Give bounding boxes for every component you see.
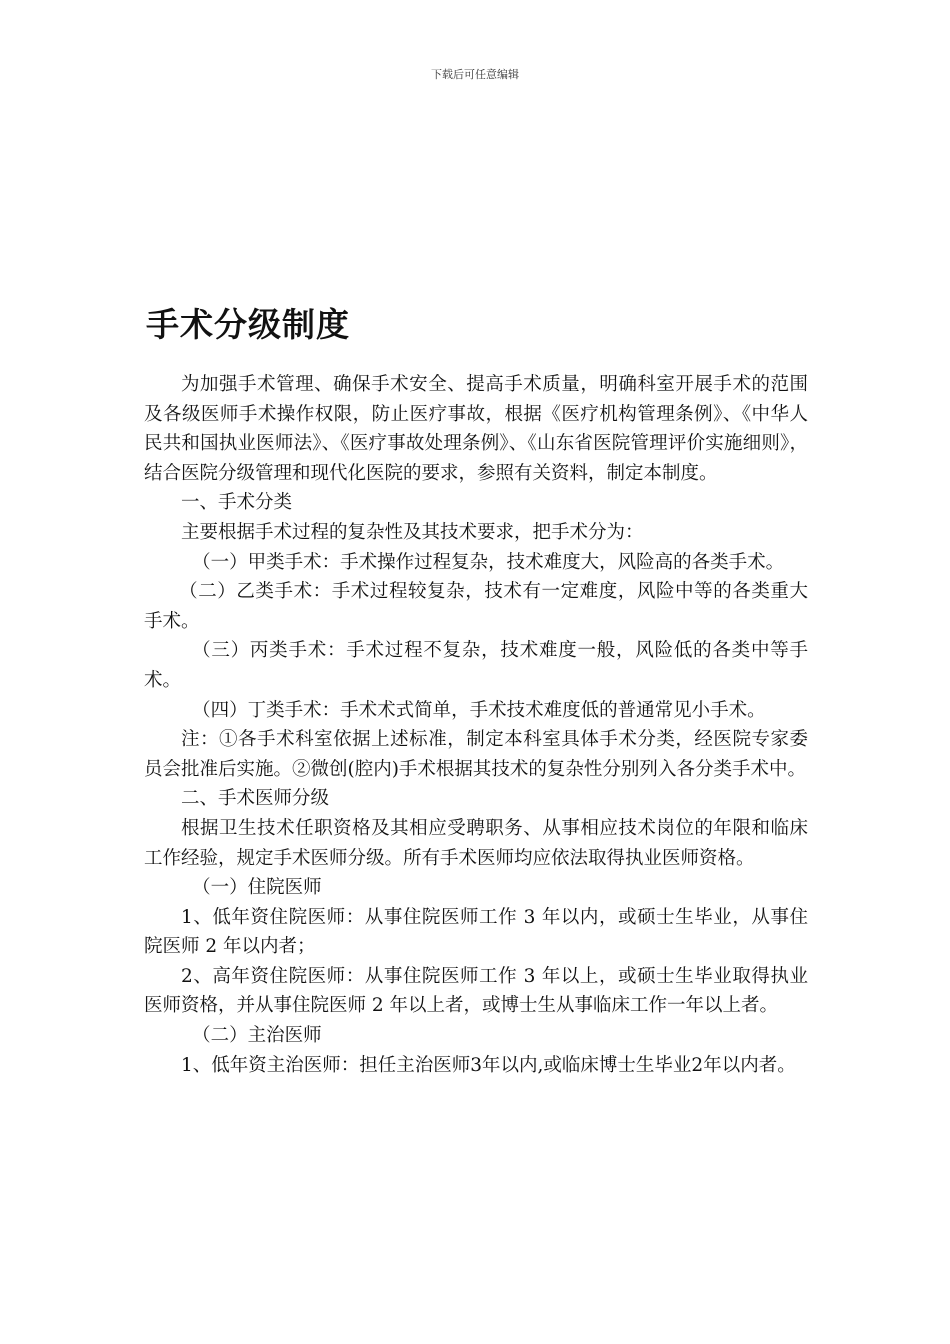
header-note: 下载后可任意编辑 xyxy=(431,68,519,81)
document-title: 手术分级制度 xyxy=(146,305,350,344)
classification-note-paragraph: 注：①各手术科室依据上述标准，制定本科室具体手术分类，经医院专家委员会批准后实施。②微创(腔内)手术根据其技术的复杂性分别列入各分类手术中。 xyxy=(144,729,808,780)
senior-resident-paragraph: 2、高年资住院医师：从事住院医师工作 3 年以上，或硕士生毕业取得执业医师资格，并从事住院医师 2 年以上者，或博士生从事临床工作一年以上者。 xyxy=(144,965,808,1017)
subheading-attending-physician: （二）主治医师 xyxy=(192,1025,322,1047)
class-a-surgery-paragraph: （一）甲类手术：手术操作过程复杂，技术难度大，风险高的各类手术。 xyxy=(192,551,785,573)
class-d-surgery-paragraph: （四）丁类手术：手术术式简单，手术技术难度低的普通常见小手术。 xyxy=(192,699,766,721)
section-heading-surgery-classification: 一、手术分类 xyxy=(181,492,293,514)
subheading-resident-physician: （一）住院医师 xyxy=(192,877,322,899)
junior-resident-paragraph: 1、低年资住院医师：从事住院医师工作 3 年以内，或硕士生毕业，从事住院医师 2 年以内者； xyxy=(144,906,808,958)
intro-paragraph: 为加强手术管理、确保手术安全、提高手术质量，明确科室开展手术的范围及各级医师手术操作权限，防止医疗事故，根据《医疗机构管理条例》、《中华人民共和国执业医师法》、《医疗事故处理条例》、《山东省医院管理评价实施细则》，结合医院分级管理和现代化医院的要求，参照有关资料，制定本制度。 xyxy=(144,374,808,484)
class-c-surgery-paragraph: （三）丙类手术：手术过程不复杂，技术难度一般，风险低的各类中等手术。 xyxy=(144,640,808,691)
junior-attending-paragraph: 1、低年资主治医师：担任主治医师3年以内,或临床博士生毕业2年以内者。 xyxy=(181,1054,796,1076)
class-b-surgery-paragraph: （二）乙类手术：手术过程较复杂，技术有一定难度，风险中等的各类重大手术。 xyxy=(144,581,808,632)
classification-intro-paragraph: 主要根据手术过程的复杂性及其技术要求，把手术分为： xyxy=(181,521,644,543)
document-body xyxy=(144,370,808,1080)
grading-intro-paragraph: 根据卫生技术任职资格及其相应受聘职务、从事相应技术岗位的年限和临床工作经验，规定手术医师分级。所有手术医师均应依法取得执业医师资格。 xyxy=(144,817,808,869)
section-heading-surgeon-grading: 二、手术医师分级 xyxy=(181,788,330,810)
